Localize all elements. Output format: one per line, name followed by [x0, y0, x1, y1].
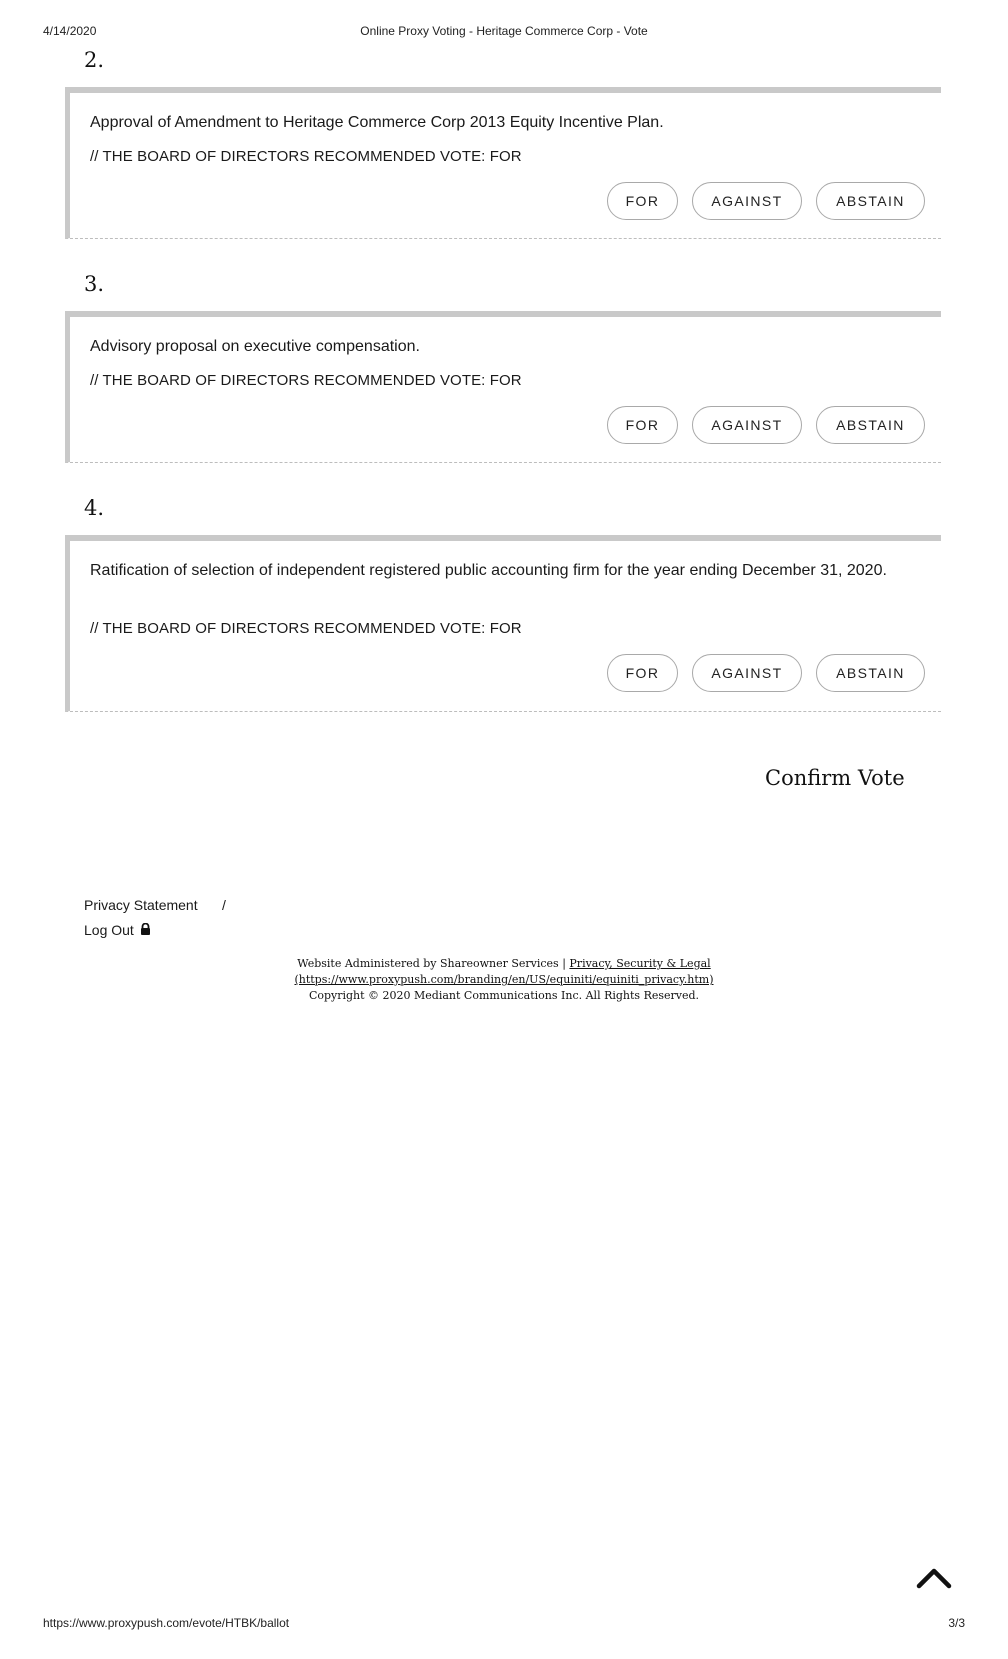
vote-against-button[interactable]: AGAINST	[692, 654, 802, 692]
vote-against-button[interactable]: AGAINST	[692, 182, 802, 220]
vote-abstain-button[interactable]: ABSTAIN	[816, 182, 925, 220]
administered-by-text: Website Administered by Shareowner Services |	[297, 957, 566, 970]
print-url: https://www.proxypush.com/evote/HTBK/ballot	[43, 1616, 290, 1630]
legal-notice	[254, 956, 754, 1004]
privacy-statement-link[interactable]: Privacy Statement	[84, 897, 198, 913]
proposal-text: Approval of Amendment to Heritage Commerce Corp 2013 Equity Incentive Plan.	[90, 114, 664, 131]
vote-for-button[interactable]: FOR	[607, 406, 678, 444]
vote-for-button[interactable]: FOR	[607, 182, 678, 220]
print-title: Online Proxy Voting - Heritage Commerce Corp - Vote	[360, 24, 648, 38]
proposal-card	[65, 311, 941, 463]
board-recommendation: // THE BOARD OF DIRECTORS RECOMMENDED VOTE: FOR	[90, 148, 522, 165]
proposal-number: 2.	[84, 48, 105, 72]
vote-for-button[interactable]: FOR	[607, 654, 678, 692]
chevron-up-icon[interactable]	[916, 1565, 952, 1591]
proposal-number: 3.	[84, 272, 105, 296]
privacy-security-legal-link[interactable]: Privacy, Security & Legal	[569, 957, 711, 970]
proposal-card	[65, 87, 941, 239]
board-recommendation: // THE BOARD OF DIRECTORS RECOMMENDED VOTE: FOR	[90, 620, 522, 637]
print-footer	[43, 1616, 965, 1632]
proposal-number: 4.	[84, 496, 105, 520]
log-out-link[interactable]	[84, 922, 151, 938]
board-recommendation: // THE BOARD OF DIRECTORS RECOMMENDED VOTE: FOR	[90, 372, 522, 389]
vote-against-button[interactable]: AGAINST	[692, 406, 802, 444]
vote-abstain-button[interactable]: ABSTAIN	[816, 654, 925, 692]
privacy-url-link[interactable]: (https://www.proxypush.com/branding/en/US/equiniti/equiniti_privacy.htm)	[294, 973, 714, 986]
proposal-text: Ratification of selection of independent registered public accounting firm for the year ending December 31, 2020.	[90, 562, 887, 579]
proposal-text: Advisory proposal on executive compensation.	[90, 338, 420, 355]
link-separator: /	[222, 897, 226, 913]
proposal-card	[65, 535, 941, 712]
vote-abstain-button[interactable]: ABSTAIN	[816, 406, 925, 444]
print-header	[43, 24, 965, 40]
lock-icon	[140, 922, 151, 938]
confirm-vote-button[interactable]: Confirm Vote	[765, 766, 905, 790]
copyright-text: Copyright © 2020 Mediant Communications Inc. All Rights Reserved.	[308, 989, 700, 1002]
print-date: 4/14/2020	[43, 24, 97, 38]
page-number: 3/3	[948, 1616, 965, 1630]
log-out-label: Log Out	[84, 922, 134, 938]
